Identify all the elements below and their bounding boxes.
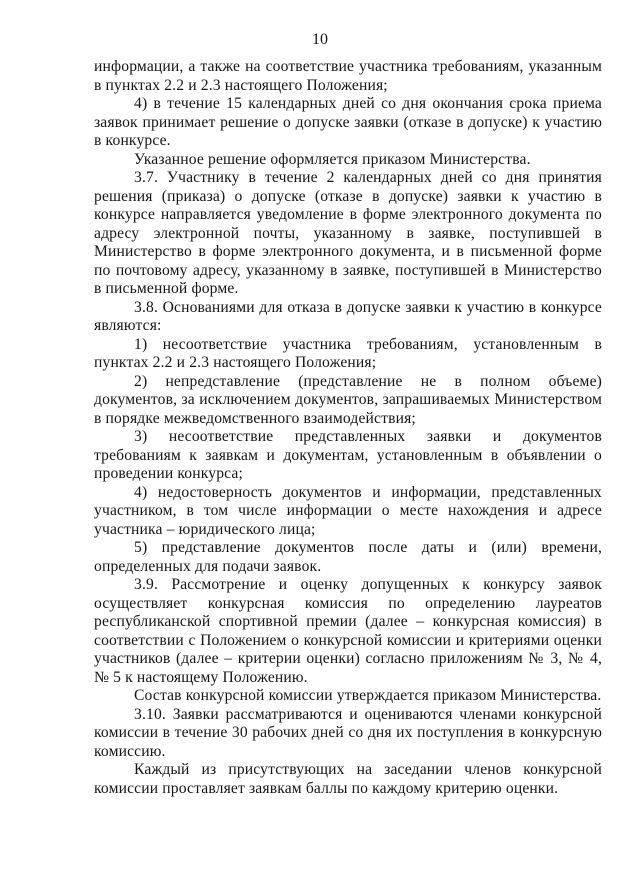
paragraph-continuation: информации, а также на соответствие участника требованиям, указанным в пунктах 2.2 и 2.3 настоящего Положения; xyxy=(94,58,602,94)
paragraph-reason-5: 5) представление документов после даты и (или) времени, определенных для подачи заявок. xyxy=(94,539,602,575)
paragraph-item-4: 4) в течение 15 календарных дней со дня окончания срока приема заявок принимает решение о допуске заявки (отказе в допуске) к участию в конкурсе. xyxy=(94,95,602,149)
paragraph-3-7: 3.7. Участнику в течение 2 календарных дней со дня принятия решения (приказа) о допуске (отказе в допуске) заявки к участию в конкурсе направляется уведомление в форме электронного документа по адресу электронной почты, указанному в заявке, поступившей в Министерство в форме электронного документа, и в письменной форме по почтовому адресу, указанному в заявке, поступившей в Министерство в письменной форме. xyxy=(94,169,602,297)
paragraph-3-10: 3.10. Заявки рассматриваются и оцениваются членами конкурсной комиссии в течение 30 рабочих дней со дня их поступления в конкурсную комиссию. xyxy=(94,705,602,760)
paragraph-reason-2: 2) непредставление (представление не в полном объеме) документов, за исключением документов, запрашиваемых Министерством в порядке межведомственного взаимодействия; xyxy=(94,372,602,427)
paragraph-commission-composition: Состав конкурсной комиссии утверждается приказом Министерства. xyxy=(134,687,602,704)
paragraph-reason-3: 3) несоответствие представленных заявки и документов требованиям к заявкам и документам, установленным в объявлении о проведении конкурса; xyxy=(94,428,602,482)
paragraph-reason-4: 4) недостоверность документов и информации, представленных участником, в том числе информации о месте нахождения и адресе участника – юридического лица; xyxy=(94,483,602,538)
paragraph-3-9: 3.9. Рассмотрение и оценку допущенных к конкурсу заявок осуществляет конкурсная комиссия по определению лауреатов республиканской спортивной премии (далее – конкурсная комиссия) в соответствии с Положением о конкурсной комиссии и критериями оценки участников (далее – критерии оценки) согласно приложениям № 3, № 4, № 5 к настоящему Положению. xyxy=(94,576,602,686)
paragraph-scoring: Каждый из присутствующих на заседании членов конкурсной комиссии проставляет заявкам баллы по каждому критерию оценки. xyxy=(94,761,602,797)
document-body xyxy=(94,58,602,798)
paragraph-decision-note: Указанное решение оформляется приказом Министерства. xyxy=(134,150,531,168)
paragraph-3-8: 3.8. Основаниями для отказа в допуске заявки к участию в конкурсе являются: xyxy=(94,298,602,334)
page-number: 10 xyxy=(312,31,328,48)
paragraph-reason-1: 1) несоответствие участника требованиям, установленным в пунктах 2.2 и 2.3 настоящего Положения; xyxy=(94,335,602,371)
